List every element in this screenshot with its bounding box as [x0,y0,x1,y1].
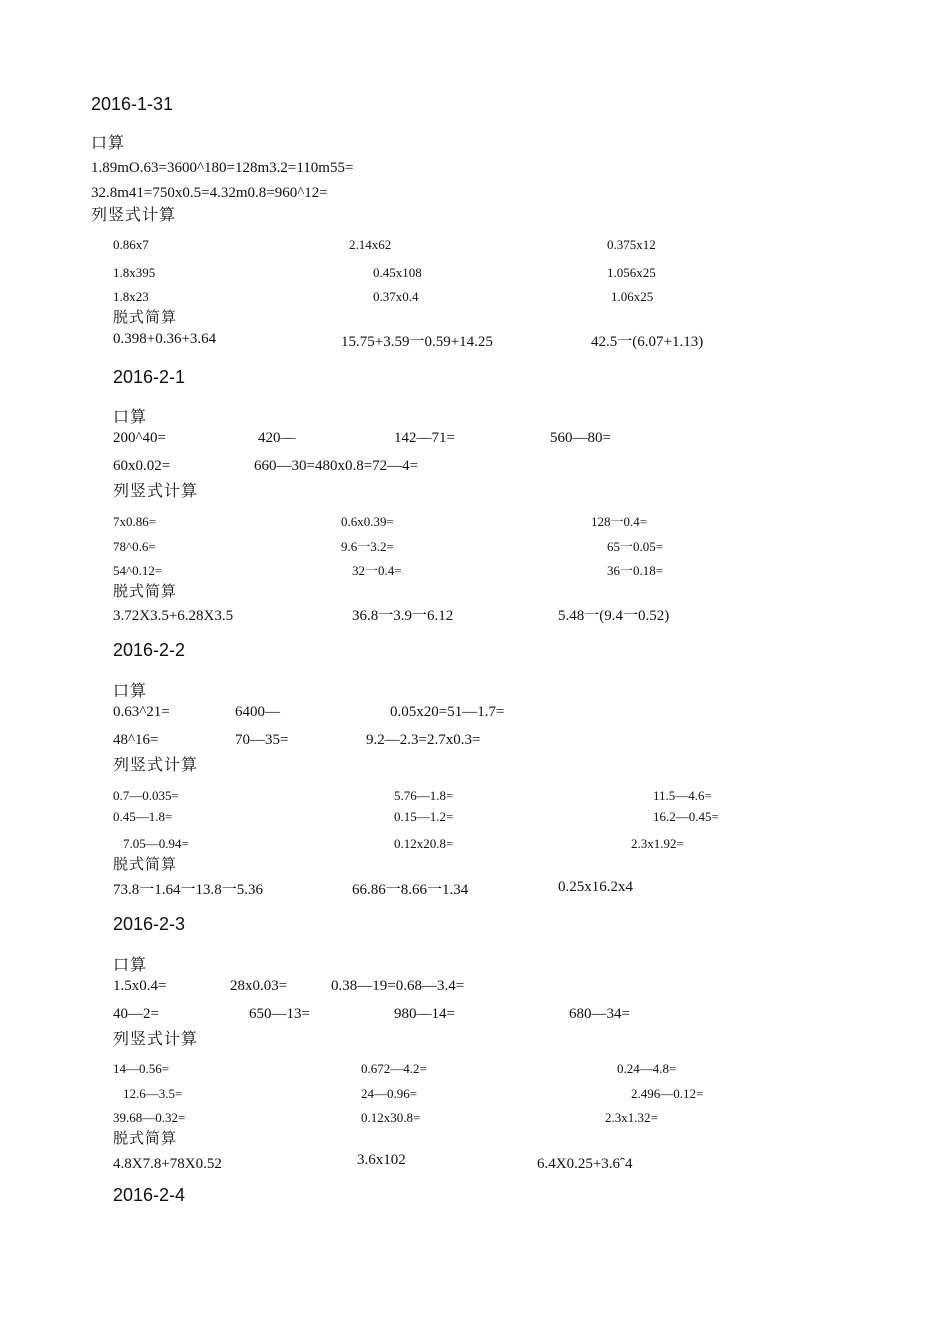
column-calc-item: 0.12x30.8= [361,1110,421,1125]
simplify-item: 6.4X0.25+3.6ˆ4 [537,1156,633,1172]
simplify-item: 36.8一3.9一6.12 [352,608,454,624]
column-calc-item: 2.496—0.12= [631,1086,704,1101]
column-calc-item: 2.3x1.32= [605,1110,658,1125]
simplify-heading: 脱式简算 [113,308,178,326]
simplify-item: 73.8一1.64一13.8一5.36 [113,882,264,898]
oral-calc-item: 420— [258,430,296,446]
oral-calc-item: 6400— [235,704,280,720]
column-calc-item: 16.2—0.45= [653,809,719,824]
column-calc-item: 0.24—4.8= [617,1061,677,1076]
oral-calc-item: 70—35= [235,732,289,748]
column-calc-item: 0.37x0.4 [373,289,419,304]
oral-calc-item: 60x0.02= [113,458,171,474]
column-calc-item: 1.8x395 [113,265,156,280]
oral-calc-item: 560—80= [550,430,611,446]
column-calc-item: 14—0.56= [113,1061,170,1076]
column-calc-item: 36一0.18= [607,563,664,578]
column-calc-item: 0.15—1.2= [394,809,454,824]
simplify-item: 3.72X3.5+6.28X3.5 [113,608,234,624]
oral-calc-heading: 口算 [113,681,148,700]
column-calc-heading: 列竖式计算 [113,481,199,500]
column-calc-item: 0.45x108 [373,265,422,280]
section-date: 2016-2-4 [113,1185,186,1205]
column-calc-item: 0.12x20.8= [394,836,454,851]
oral-calc-item: 1.89mO.63=3600^180=128m3.2=110m55= [91,160,354,176]
oral-calc-item: 9.2—2.3=2.7x0.3= [366,732,481,748]
column-calc-item: 0.86x7 [113,237,149,252]
column-calc-item: 39.68—0.32= [113,1110,186,1125]
simplify-item: 5.48一(9.4一0.52) [558,608,670,624]
section-date: 2016-1-31 [91,94,174,114]
column-calc-item: 32一0.4= [352,563,402,578]
column-calc-item: 1.8x23 [113,289,149,304]
simplify-item: 0.398+0.36+3.64 [113,331,217,347]
oral-calc-item: 142—71= [394,430,455,446]
oral-calc-item: 660—30=480x0.8=72—4= [254,458,419,474]
oral-calc-item: 0.05x20=51—1.7= [390,704,505,720]
oral-calc-item: 200^40= [113,430,166,446]
column-calc-heading: 列竖式计算 [113,1029,199,1048]
column-calc-item: 12.6—3.5= [123,1086,183,1101]
simplify-item: 42.5一(6.07+1.13) [591,334,704,350]
simplify-heading: 脱式简算 [113,582,178,600]
column-calc-item: 2.14x62 [349,237,392,252]
oral-calc-item: 28x0.03= [230,978,288,994]
column-calc-item: 2.3x1.92= [631,836,684,851]
column-calc-item: 1.06x25 [611,289,654,304]
oral-calc-item: 0.63^21= [113,704,170,720]
oral-calc-item: 40—2= [113,1006,159,1022]
column-calc-item: 65一0.05= [607,539,664,554]
column-calc-item: 0.672—4.2= [361,1061,427,1076]
simplify-heading: 脱式简算 [113,1129,178,1147]
oral-calc-item: 0.38—19=0.68—3.4= [331,978,465,994]
oral-calc-item: 32.8m41=750x0.5=4.32m0.8=960^12= [91,185,328,201]
column-calc-item: 9.6一3.2= [341,539,394,554]
column-calc-item: 7.05—0.94= [123,836,189,851]
column-calc-item: 54^0.12= [113,563,163,578]
column-calc-item: 0.375x12 [607,237,656,252]
oral-calc-heading: 口算 [113,407,148,426]
oral-calc-item: 980—14= [394,1006,455,1022]
oral-calc-heading: 口算 [91,133,126,152]
column-calc-item: 11.5—4.6= [653,788,712,803]
column-calc-item: 0.6x0.39= [341,514,394,529]
oral-calc-item: 1.5x0.4= [113,978,167,994]
oral-calc-item: 680—34= [569,1006,630,1022]
column-calc-item: 128一0.4= [591,514,648,529]
simplify-item: 66.86一8.66一1.34 [352,882,469,898]
section-date: 2016-2-1 [113,367,186,387]
oral-calc-item: 650—13= [249,1006,310,1022]
simplify-item: 4.8X7.8+78X0.52 [113,1156,222,1172]
column-calc-heading: 列竖式计算 [91,205,177,224]
section-date: 2016-2-2 [113,640,186,660]
column-calc-heading: 列竖式计算 [113,755,199,774]
simplify-item: 15.75+3.59一0.59+14.25 [341,334,493,350]
column-calc-item: 78^0.6= [113,539,156,554]
simplify-heading: 脱式简算 [113,855,178,873]
column-calc-item: 24—0.96= [361,1086,418,1101]
section-date: 2016-2-3 [113,914,186,934]
oral-calc-heading: 口算 [113,955,148,974]
simplify-item: 0.25x16.2x4 [558,879,633,895]
column-calc-item: 1.056x25 [607,265,656,280]
simplify-item: 3.6x102 [357,1152,406,1168]
column-calc-item: 7x0.86= [113,514,157,529]
column-calc-item: 5.76—1.8= [394,788,454,803]
oral-calc-item: 48^16= [113,732,159,748]
column-calc-item: 0.45—1.8= [113,809,173,824]
column-calc-item: 0.7—0.035= [113,788,179,803]
